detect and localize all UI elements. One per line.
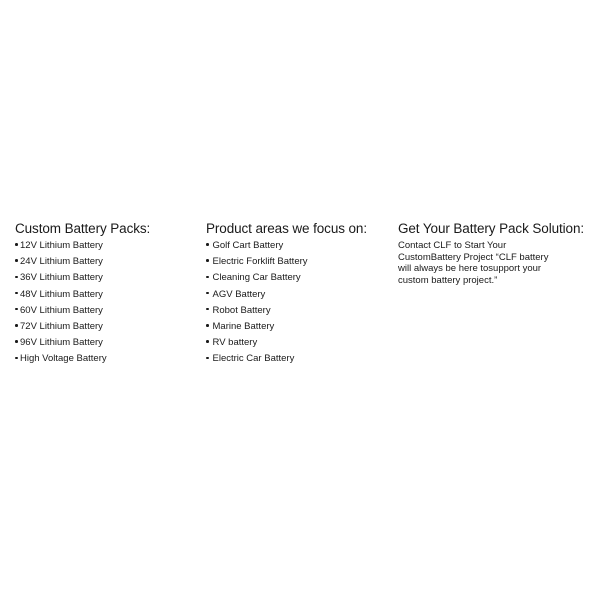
list-item: 60V Lithium Battery [15, 305, 195, 316]
bullet-icon [206, 276, 209, 279]
bullet-icon [206, 324, 209, 327]
bullet-icon [206, 308, 209, 311]
bullet-icon [15, 276, 18, 279]
list-item: 24V Lithium Battery [15, 256, 195, 267]
bullet-icon [206, 292, 209, 295]
custom-battery-packs-column [15, 221, 195, 370]
bullet-icon [15, 340, 18, 343]
list-item: Electric Car Battery [206, 353, 391, 364]
bullet-icon [15, 243, 18, 246]
product-areas-list [206, 240, 391, 364]
battery-solution-column [398, 221, 593, 286]
list-item: RV battery [206, 337, 391, 348]
product-areas-heading: Product areas we focus on: [206, 221, 367, 236]
bullet-icon [15, 308, 18, 311]
list-item: AGV Battery [206, 289, 391, 300]
list-item: High Voltage Battery [15, 353, 195, 364]
list-item: Golf Cart Battery [206, 240, 391, 251]
list-item: Robot Battery [206, 305, 391, 316]
list-item: 36V Lithium Battery [15, 272, 195, 283]
battery-solution-heading: Get Your Battery Pack Solution: [398, 221, 585, 236]
list-item: 12V Lithium Battery [15, 240, 195, 251]
bullet-icon [15, 259, 18, 262]
bullet-icon [206, 340, 209, 343]
list-item: 96V Lithium Battery [15, 337, 195, 348]
product-areas-column [206, 221, 391, 370]
bullet-icon [15, 357, 18, 360]
bullet-icon [15, 324, 18, 327]
custom-battery-packs-heading: Custom Battery Packs: [15, 221, 151, 236]
contact-paragraph: Contact CLF to Start Your CustomBattery Project “CLF battery will always be here tosupport your custom battery project.” [398, 240, 549, 286]
bullet-icon [206, 259, 209, 262]
list-item: Electric Forklift Battery [206, 256, 391, 267]
bullet-icon [206, 357, 209, 360]
list-item: Marine Battery [206, 321, 391, 332]
bullet-icon [206, 243, 209, 246]
list-item: Cleaning Car Battery [206, 272, 391, 283]
list-item: 72V Lithium Battery [15, 321, 195, 332]
list-item: 48V Lithium Battery [15, 289, 195, 300]
battery-pack-list [15, 240, 195, 364]
bullet-icon [15, 292, 18, 295]
